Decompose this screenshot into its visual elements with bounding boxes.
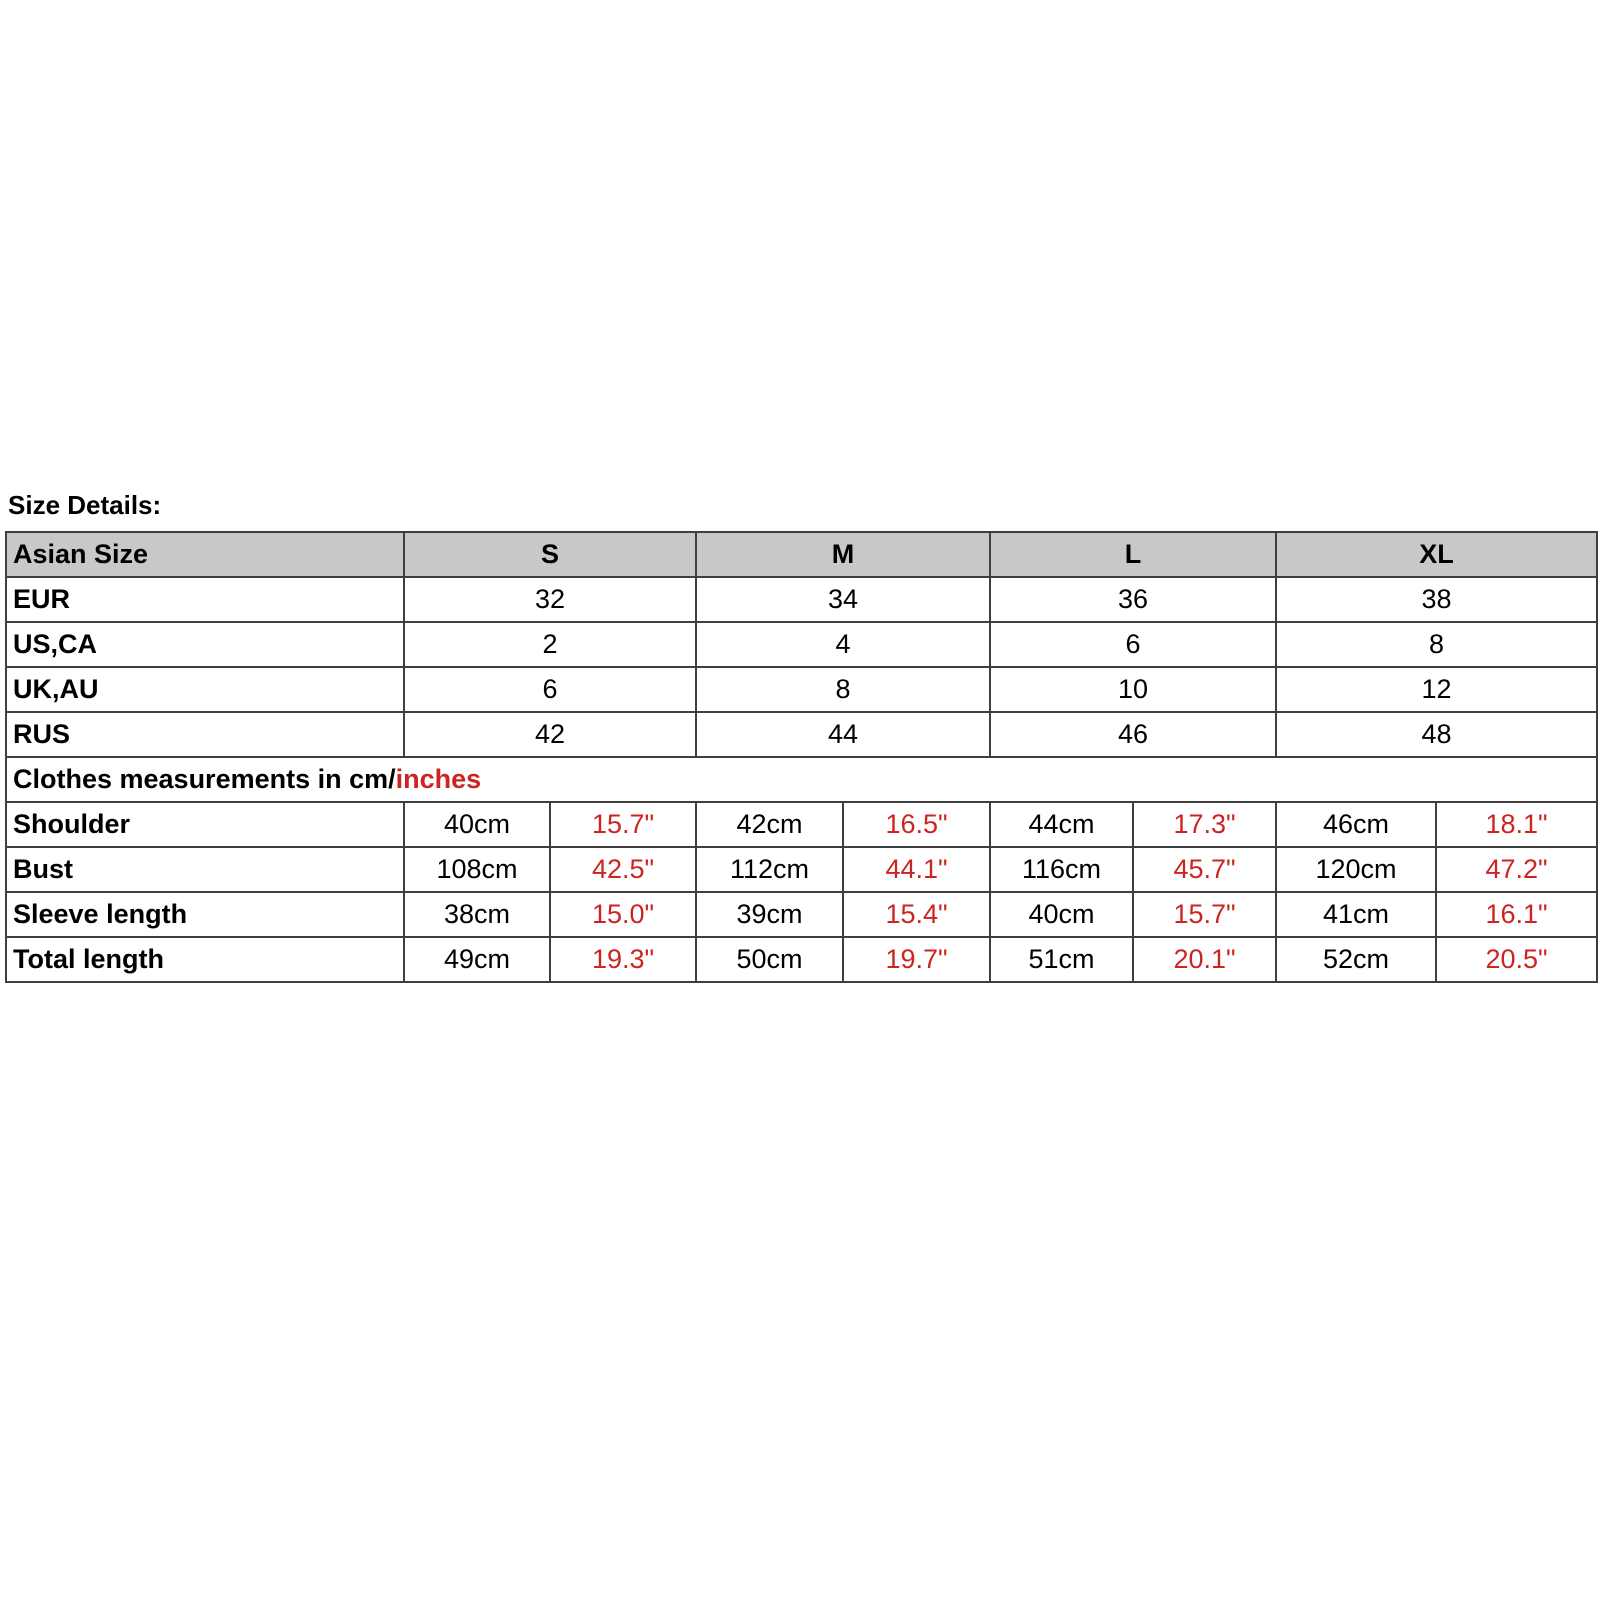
section-row bbox=[6, 757, 1597, 802]
page-title: Size Details: bbox=[8, 490, 162, 520]
row-label: Bust bbox=[6, 847, 404, 892]
cell-inch: 42.5" bbox=[550, 847, 696, 892]
cell: 34 bbox=[696, 577, 990, 622]
section-text-red: inches bbox=[395, 764, 482, 794]
row-sleeve-length bbox=[6, 892, 1597, 937]
cell-inch: 47.2" bbox=[1436, 847, 1597, 892]
cell-inch: 17.3" bbox=[1133, 802, 1276, 847]
row-bust bbox=[6, 847, 1597, 892]
cell-inch: 16.5" bbox=[843, 802, 990, 847]
cell: 32 bbox=[404, 577, 696, 622]
cell-inch: 18.1" bbox=[1436, 802, 1597, 847]
cell-cm: 112cm bbox=[696, 847, 843, 892]
cell: 8 bbox=[696, 667, 990, 712]
section-text-black: Clothes measurements in cm/ bbox=[13, 764, 396, 794]
header-label: Asian Size bbox=[6, 532, 404, 577]
cell-cm: 120cm bbox=[1276, 847, 1436, 892]
cell: 12 bbox=[1276, 667, 1597, 712]
cell: 46 bbox=[990, 712, 1276, 757]
cell-inch: 15.7" bbox=[550, 802, 696, 847]
cell-cm: 39cm bbox=[696, 892, 843, 937]
row-uk-au bbox=[6, 667, 1597, 712]
row-label: US,CA bbox=[6, 622, 404, 667]
row-rus bbox=[6, 712, 1597, 757]
row-label: UK,AU bbox=[6, 667, 404, 712]
cell-cm: 116cm bbox=[990, 847, 1133, 892]
cell-inch: 16.1" bbox=[1436, 892, 1597, 937]
cell: 48 bbox=[1276, 712, 1597, 757]
header-size-m: M bbox=[696, 532, 990, 577]
row-eur bbox=[6, 577, 1597, 622]
cell: 8 bbox=[1276, 622, 1597, 667]
cell: 42 bbox=[404, 712, 696, 757]
cell-cm: 44cm bbox=[990, 802, 1133, 847]
row-label: EUR bbox=[6, 577, 404, 622]
cell-cm: 52cm bbox=[1276, 937, 1436, 982]
row-label: Total length bbox=[6, 937, 404, 982]
cell: 2 bbox=[404, 622, 696, 667]
cell-inch: 20.1" bbox=[1133, 937, 1276, 982]
size-chart-table bbox=[5, 531, 1598, 983]
header-size-l: L bbox=[990, 532, 1276, 577]
cell-inch: 19.7" bbox=[843, 937, 990, 982]
cell-cm: 49cm bbox=[404, 937, 550, 982]
cell-inch: 20.5" bbox=[1436, 937, 1597, 982]
section-cell bbox=[6, 757, 1597, 802]
row-shoulder bbox=[6, 802, 1597, 847]
cell-inch: 15.4" bbox=[843, 892, 990, 937]
cell: 10 bbox=[990, 667, 1276, 712]
cell-cm: 42cm bbox=[696, 802, 843, 847]
cell-cm: 51cm bbox=[990, 937, 1133, 982]
cell: 6 bbox=[990, 622, 1276, 667]
cell-cm: 108cm bbox=[404, 847, 550, 892]
row-label: Shoulder bbox=[6, 802, 404, 847]
cell-cm: 40cm bbox=[990, 892, 1133, 937]
cell-inch: 44.1" bbox=[843, 847, 990, 892]
cell-cm: 41cm bbox=[1276, 892, 1436, 937]
row-label: RUS bbox=[6, 712, 404, 757]
cell: 4 bbox=[696, 622, 990, 667]
cell: 6 bbox=[404, 667, 696, 712]
header-size-xl: XL bbox=[1276, 532, 1597, 577]
cell-cm: 38cm bbox=[404, 892, 550, 937]
cell-inch: 15.7" bbox=[1133, 892, 1276, 937]
row-label: Sleeve length bbox=[6, 892, 404, 937]
row-total-length bbox=[6, 937, 1597, 982]
header-row bbox=[6, 532, 1597, 577]
row-us-ca bbox=[6, 622, 1597, 667]
cell: 36 bbox=[990, 577, 1276, 622]
cell-cm: 46cm bbox=[1276, 802, 1436, 847]
cell: 38 bbox=[1276, 577, 1597, 622]
cell-inch: 19.3" bbox=[550, 937, 696, 982]
cell-inch: 45.7" bbox=[1133, 847, 1276, 892]
header-size-s: S bbox=[404, 532, 696, 577]
cell: 44 bbox=[696, 712, 990, 757]
cell-inch: 15.0" bbox=[550, 892, 696, 937]
cell-cm: 40cm bbox=[404, 802, 550, 847]
cell-cm: 50cm bbox=[696, 937, 843, 982]
